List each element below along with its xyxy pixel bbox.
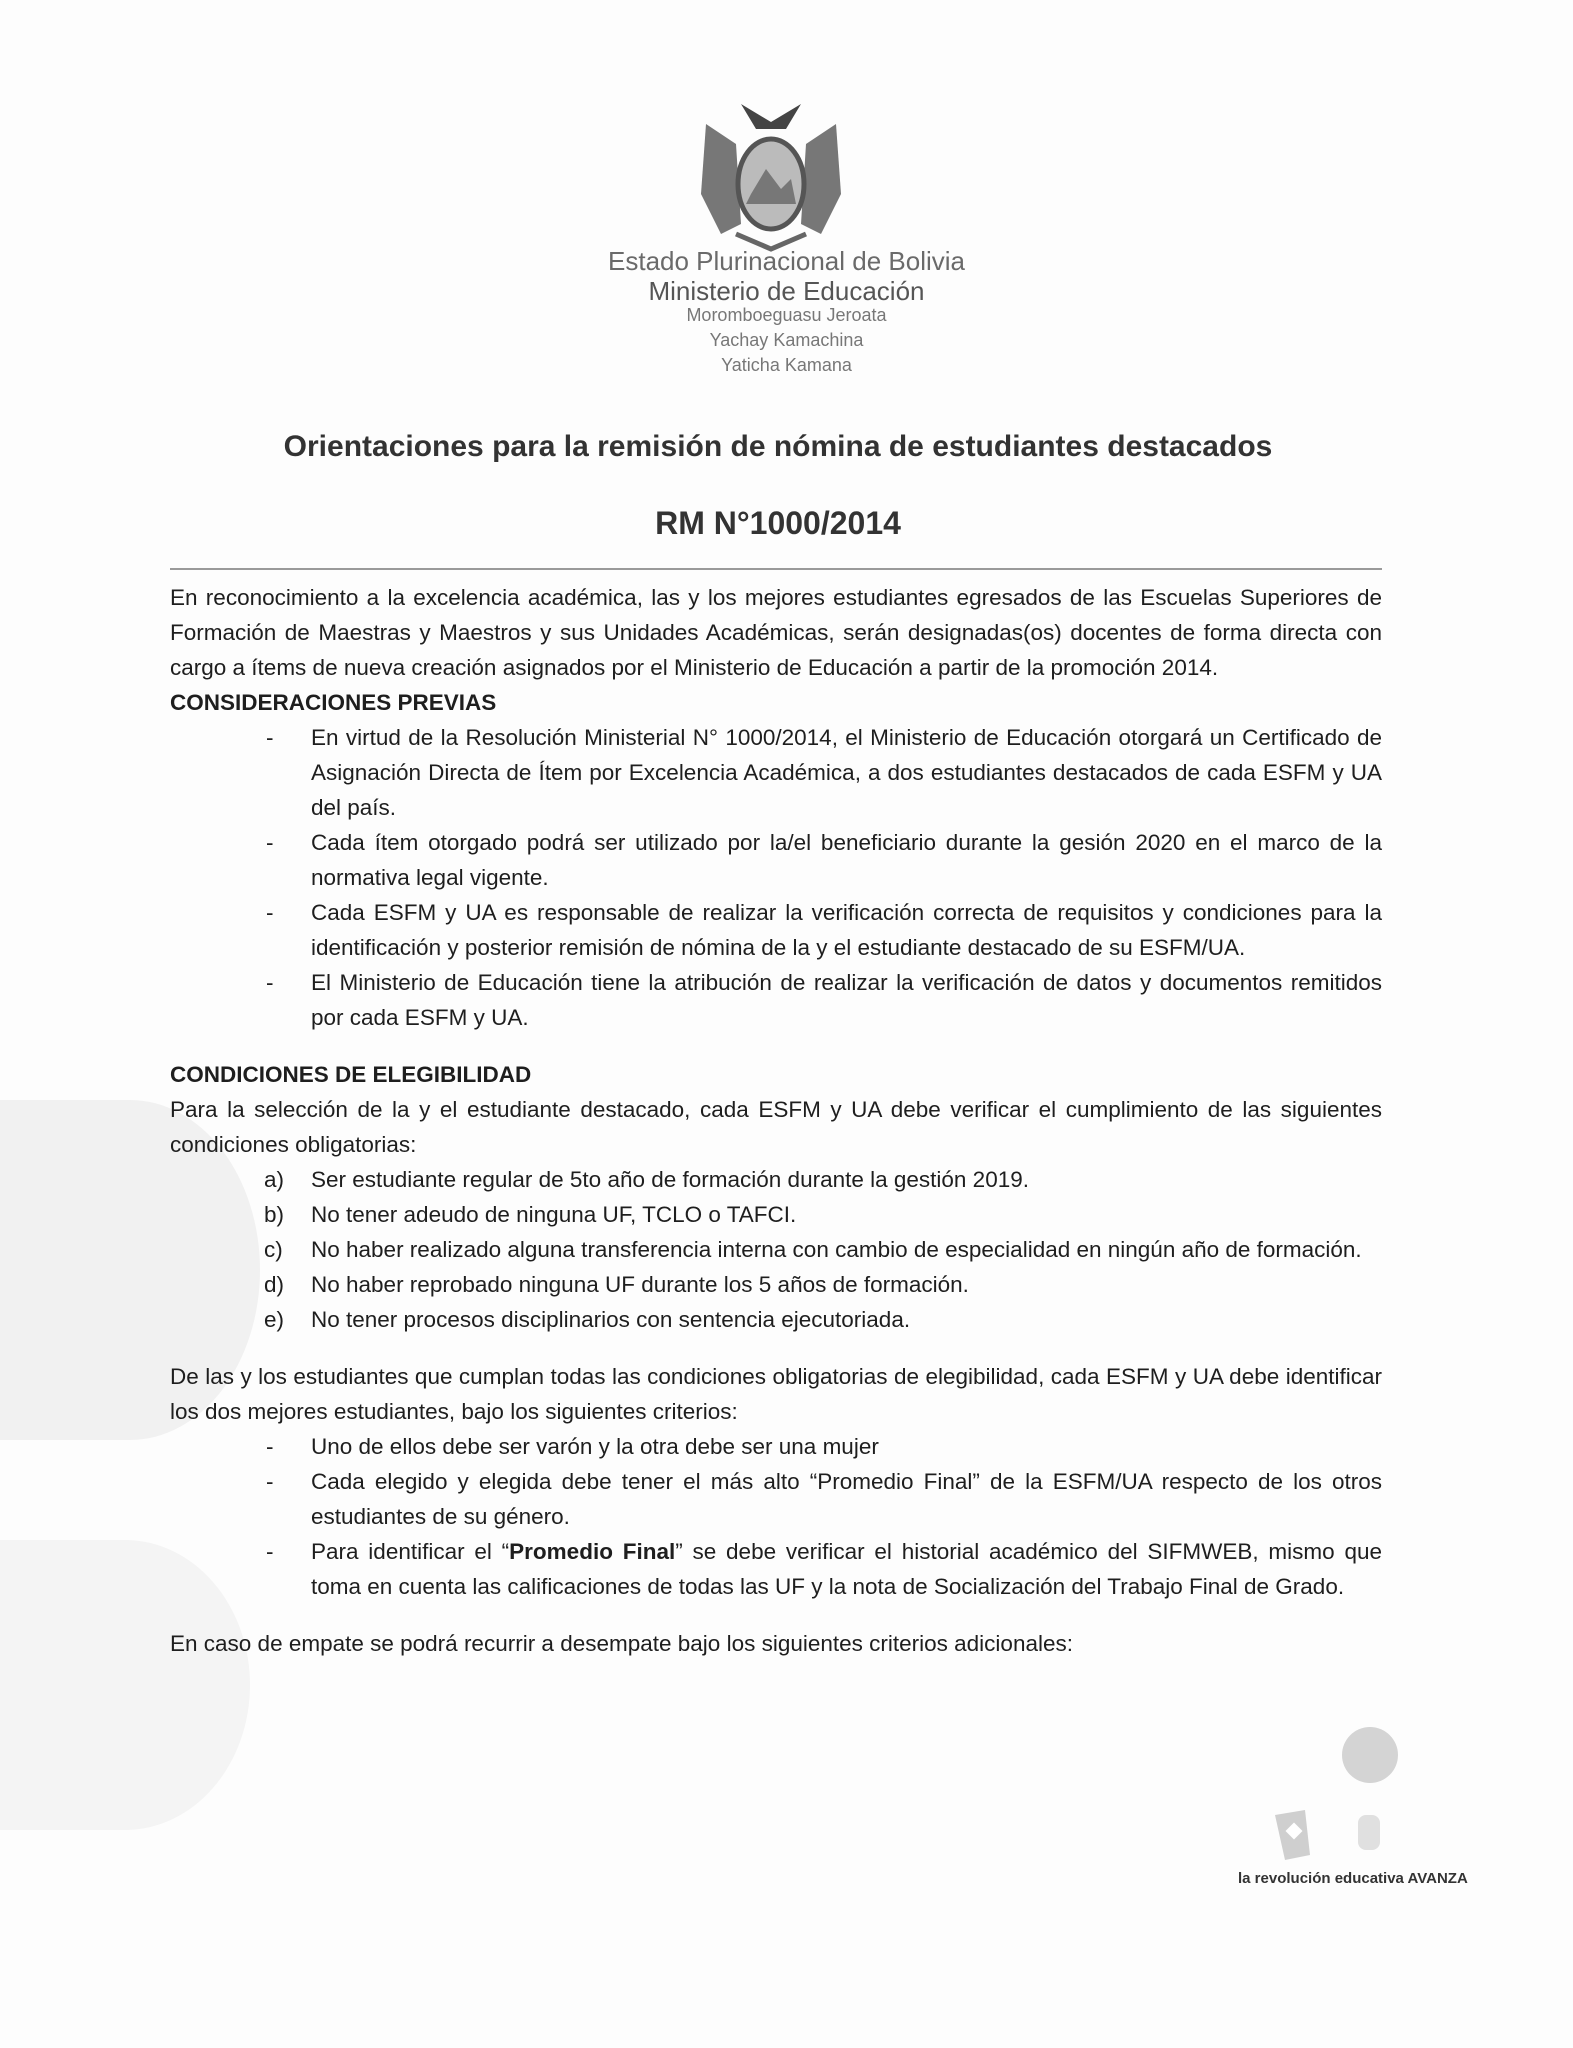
- paragraph: De las y los estudiantes que cumplan todas las condiciones obligatorias de elegibilidad, cada ESFM y UA debe identificar los dos mejores estudiantes, bajo los siguientes criterios:: [170, 1364, 1382, 1424]
- list-marker: a): [264, 1167, 285, 1192]
- dash-marker: -: [266, 900, 274, 925]
- ministry-subtitle: Yaticha Kamana: [721, 355, 852, 375]
- intro-paragraph: En reconocimiento a la excelencia académica, las y los mejores estudiantes egresados de las Escuelas Superiores de Formación de Maestras y Maestros y sus Unidades Académicas, serán designadas(os) docentes de forma directa con cargo a ítems de nueva creación asignados por el Ministerio de Educación a partir de la promoción 2014.: [170, 585, 1382, 680]
- list-marker: c): [264, 1237, 283, 1262]
- paragraph: Para la selección de la y el estudiante destacado, cada ESFM y UA debe verificar el cumplimiento de las siguientes condiciones obligatorias:: [170, 1097, 1382, 1157]
- list-item: [170, 1429, 1382, 1464]
- document-body: [170, 580, 1382, 1661]
- section-heading: CONSIDERACIONES PREVIAS: [170, 690, 497, 715]
- list-item: [170, 825, 1382, 895]
- considerations-list: [170, 720, 1382, 1035]
- list-marker: b): [264, 1202, 285, 1227]
- list-item: [170, 1197, 1382, 1232]
- list-item: [170, 1232, 1382, 1267]
- dash-marker: -: [266, 970, 274, 995]
- list-item-text: En virtud de la Resolución Ministerial N° 1000/2014, el Ministerio de Educación otorgará un Certificado de Asignación Directa de Ítem por Excelencia Académica, a dos estudiantes destacados de cada ESFM y UA del país.: [311, 725, 1382, 820]
- list-item-text: Cada elegido y elegida debe tener el más alto “Promedio Final” de la ESFM/UA respecto de los otros estudiantes de su género.: [311, 1469, 1382, 1529]
- list-item: [170, 1534, 1382, 1604]
- dash-marker: -: [266, 725, 274, 750]
- state-name: Estado Plurinacional de Bolivia: [608, 246, 965, 276]
- list-item: [170, 720, 1382, 825]
- list-item-text: ” se debe verificar el historial académico del SIFMWEB, mismo que toma en cuenta las calificaciones de todas las UF y la nota de Socialización del Trabajo Final de Grado.: [311, 1539, 1382, 1599]
- list-item: [170, 1464, 1382, 1534]
- paragraph: En caso de empate se podrá recurrir a desempate bajo los siguientes criterios adicionales:: [170, 1631, 1073, 1656]
- bolivia-coat-of-arms-logo: [681, 84, 861, 254]
- revolucion-educativa-logo: [1250, 1715, 1410, 1865]
- list-item: [170, 965, 1382, 1035]
- footer-slogan: la revolución educativa AVANZA: [1238, 1870, 1468, 1887]
- list-item: [170, 1302, 1382, 1337]
- list-item-text: Ser estudiante regular de 5to año de formación durante la gestión 2019.: [311, 1167, 1029, 1192]
- list-item-text: Para identificar el “: [311, 1539, 510, 1564]
- list-item: [170, 895, 1382, 965]
- list-marker: e): [264, 1307, 285, 1332]
- document-title: Orientaciones para la remisión de nómina de estudiantes destacados: [283, 430, 1273, 463]
- list-item: [170, 1267, 1382, 1302]
- criteria-list: [170, 1429, 1382, 1604]
- dash-marker: -: [266, 1539, 274, 1564]
- ministry-name: Ministerio de Educación: [648, 276, 925, 306]
- list-item-text: Cada ítem otorgado podrá ser utilizado por la/el beneficiario durante la gesión 2020 en el marco de la normativa legal vigente.: [311, 830, 1382, 890]
- list-item-text: Uno de ellos debe ser varón y la otra debe ser una mujer: [311, 1434, 879, 1459]
- list-item-text: No haber realizado alguna transferencia interna con cambio de especialidad en ningún año de formación.: [311, 1237, 1362, 1262]
- list-item-text: No haber reprobado ninguna UF durante los 5 años de formación.: [311, 1272, 969, 1297]
- list-item-text: El Ministerio de Educación tiene la atribución de realizar la verificación de datos y documentos remitidos por cada ESFM y UA.: [311, 970, 1382, 1030]
- list-item: [170, 1162, 1382, 1197]
- dash-marker: -: [266, 1434, 274, 1459]
- conditions-list: [170, 1162, 1382, 1337]
- document-reference: RM N°1000/2014: [655, 505, 901, 541]
- list-item-text: Cada ESFM y UA es responsable de realizar la verificación correcta de requisitos y condiciones para la identificación y posterior remisión de nómina de la y el estudiante destacado de su ESFM/UA.: [311, 900, 1382, 960]
- emphasis-text: Promedio Final: [509, 1539, 676, 1564]
- ministry-subtitle: Yachay Kamachina: [709, 330, 864, 350]
- section-heading: CONDICIONES DE ELEGIBILIDAD: [170, 1062, 532, 1087]
- ministry-subtitle: Moromboeguasu Jeroata: [686, 305, 887, 325]
- dash-marker: -: [266, 1469, 274, 1494]
- dash-marker: -: [266, 830, 274, 855]
- list-item-text: No tener adeudo de ninguna UF, TCLO o TAFCI.: [311, 1202, 797, 1227]
- divider: [170, 568, 1382, 570]
- list-marker: d): [264, 1272, 285, 1297]
- list-item-text: No tener procesos disciplinarios con sentencia ejecutoriada.: [311, 1307, 911, 1332]
